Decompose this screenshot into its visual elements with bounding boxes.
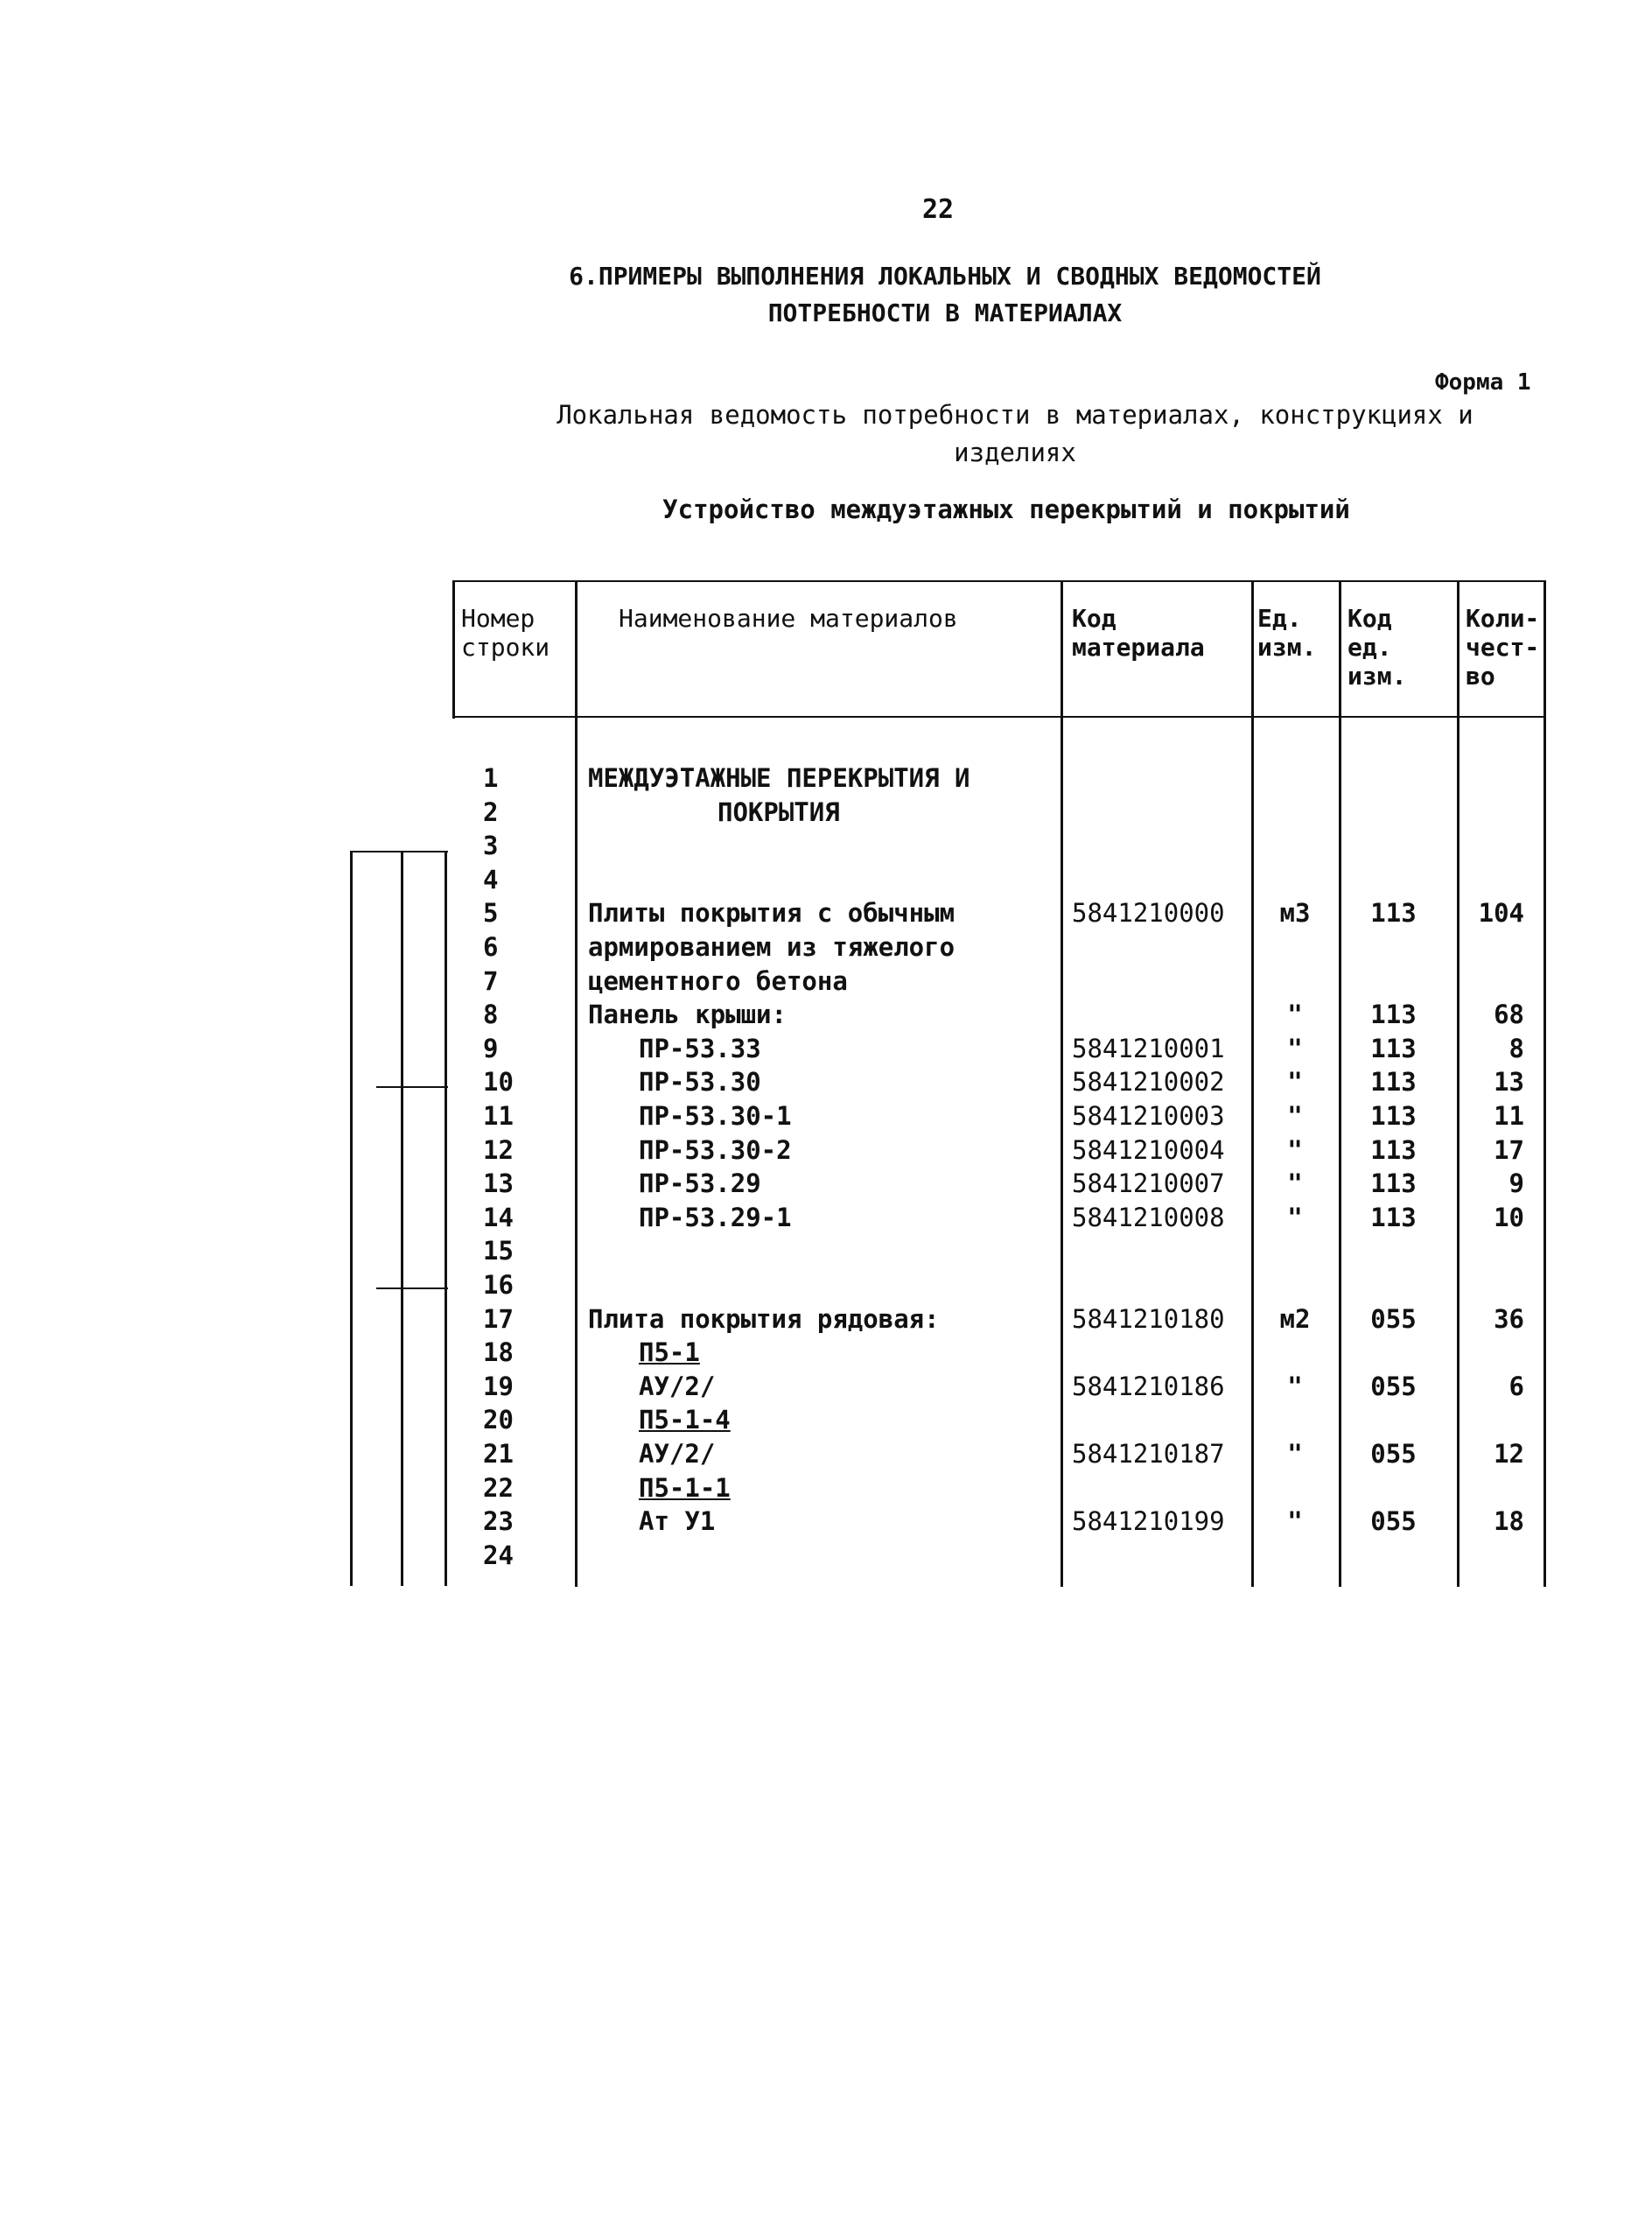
material-name: ПР-53.30-1 (639, 1101, 792, 1131)
unit-code: 055 (1370, 1304, 1417, 1334)
unit: " (1287, 1000, 1303, 1029)
row-number: 22 (483, 1473, 514, 1503)
material-name: П5-1-1 (639, 1473, 731, 1503)
material-code: 5841210002 (1072, 1067, 1225, 1097)
row-number: 1 (483, 763, 499, 793)
quantity: 6 (1508, 1372, 1524, 1401)
quantity: 18 (1494, 1506, 1524, 1536)
row-number: 7 (483, 966, 499, 996)
unit-code: 113 (1370, 898, 1417, 928)
quantity: 104 (1478, 898, 1524, 928)
margin-line-outer (350, 851, 353, 1586)
material-name: Панель крыши: (588, 1000, 787, 1029)
material-name: Плита покрытия рядовая: (588, 1304, 940, 1334)
row-number: 18 (483, 1337, 514, 1367)
margin-tick-2 (376, 1086, 448, 1088)
work-title: Устройство междуэтажных перекрытий и покрытий (662, 495, 1350, 524)
quantity: 12 (1494, 1439, 1524, 1469)
row-number: 13 (483, 1168, 514, 1198)
material-code: 5841210008 (1072, 1203, 1225, 1232)
material-name: армированием из тяжелого (588, 932, 956, 962)
col-line-right (1544, 580, 1546, 1587)
material-name: ПР-53.29-1 (639, 1203, 792, 1232)
material-name: ПР-53.33 (639, 1034, 761, 1063)
unit: " (1287, 1372, 1303, 1401)
material-code: 5841210004 (1072, 1135, 1225, 1165)
row-number: 21 (483, 1439, 514, 1469)
material-name: ПР-53.29 (639, 1168, 761, 1198)
material-code: 5841210180 (1072, 1304, 1225, 1334)
material-code: 5841210199 (1072, 1506, 1225, 1536)
statement-title (516, 396, 1514, 472)
quantity: 9 (1508, 1168, 1524, 1198)
material-name: ПОКРЫТИЯ (718, 797, 840, 827)
margin-line-middle (401, 851, 403, 1586)
unit: " (1287, 1135, 1303, 1165)
unit: " (1287, 1168, 1303, 1198)
material-name: ПР-53.30 (639, 1067, 761, 1097)
header-material-code: Код материала (1072, 604, 1205, 662)
quantity: 8 (1508, 1034, 1524, 1063)
row-number: 24 (483, 1540, 514, 1570)
material-name: АУ/2/ (639, 1372, 716, 1401)
unit-code: 113 (1370, 1000, 1417, 1029)
col-line-qty (1457, 580, 1460, 1587)
material-name: П5-1 (639, 1337, 700, 1367)
row-number: 10 (483, 1067, 514, 1097)
material-name: П5-1-4 (639, 1405, 731, 1435)
unit: м3 (1279, 898, 1311, 928)
unit: " (1287, 1067, 1303, 1097)
row-number: 15 (483, 1236, 514, 1266)
unit: " (1287, 1439, 1303, 1469)
header-row-number: Номер строки (461, 604, 550, 662)
material-code: 5841210001 (1072, 1034, 1225, 1063)
row-number: 8 (483, 1000, 499, 1029)
row-number: 12 (483, 1135, 514, 1165)
row-number: 11 (483, 1101, 514, 1131)
row-number: 16 (483, 1270, 514, 1300)
margin-tick-3 (376, 1287, 448, 1289)
col-line-unitcode (1339, 580, 1341, 1587)
row-number: 3 (483, 831, 499, 860)
row-number: 6 (483, 932, 499, 962)
material-name: Ат У1 (639, 1506, 716, 1536)
unit: м2 (1279, 1304, 1311, 1334)
statement-title-text: Локальная ведомость потребности в материалах, конструкциях и изделиях (556, 400, 1474, 467)
unit-code: 113 (1370, 1034, 1417, 1063)
material-code: 5841210186 (1072, 1372, 1225, 1401)
table-top-border (452, 580, 1546, 582)
row-number: 17 (483, 1304, 514, 1334)
header-material-name: Наименование материалов (619, 604, 958, 633)
unit: " (1287, 1101, 1303, 1131)
unit-code: 113 (1370, 1067, 1417, 1097)
section-title (490, 258, 1400, 332)
quantity: 17 (1494, 1135, 1524, 1165)
material-name: цементного бетона (588, 966, 848, 996)
unit-code: 055 (1370, 1506, 1417, 1536)
row-number: 2 (483, 797, 499, 827)
quantity: 11 (1494, 1101, 1524, 1131)
row-number: 20 (483, 1405, 514, 1435)
page-number: 22 (922, 194, 955, 225)
col-line-left (452, 580, 455, 719)
material-code: 5841210003 (1072, 1101, 1225, 1131)
unit-code: 113 (1370, 1101, 1417, 1131)
unit-code: 113 (1370, 1203, 1417, 1232)
unit-code: 113 (1370, 1135, 1417, 1165)
quantity: 10 (1494, 1203, 1524, 1232)
section-title-text: 6.ПРИМЕРЫ ВЫПОЛНЕНИЯ ЛОКАЛЬНЫХ И СВОДНЫХ ВЕДОМОСТЕЙ ПОТРЕБНОСТИ В МАТЕРИАЛАХ (569, 262, 1321, 327)
unit: " (1287, 1034, 1303, 1063)
row-number: 23 (483, 1506, 514, 1536)
unit-code: 113 (1370, 1168, 1417, 1198)
material-code: 5841210007 (1072, 1168, 1225, 1198)
material-name: ПР-53.30-2 (639, 1135, 792, 1165)
col-line-unit (1251, 580, 1254, 1587)
table-header-border (452, 716, 1546, 718)
material-name: Плиты покрытия с обычным (588, 898, 956, 928)
row-number: 19 (483, 1372, 514, 1401)
col-line-code (1060, 580, 1063, 1587)
quantity: 13 (1494, 1067, 1524, 1097)
quantity: 36 (1494, 1304, 1524, 1334)
material-name: МЕЖДУЭТАЖНЫЕ ПЕРЕКРЫТИЯ И (588, 763, 970, 793)
quantity: 68 (1494, 1000, 1524, 1029)
material-name: АУ/2/ (639, 1439, 716, 1469)
unit: " (1287, 1203, 1303, 1232)
row-number: 5 (483, 898, 499, 928)
col-line-name (575, 580, 578, 1587)
row-number: 4 (483, 865, 499, 895)
row-number: 14 (483, 1203, 514, 1232)
material-code: 5841210000 (1072, 898, 1225, 928)
header-unit: Ед. изм. (1257, 604, 1317, 662)
margin-line-inner (444, 851, 447, 1586)
row-number: 9 (483, 1034, 499, 1063)
form-label: Форма 1 (1435, 369, 1531, 396)
margin-tick-1 (350, 851, 448, 852)
header-unit-code: Код ед. изм. (1348, 604, 1407, 691)
unit: " (1287, 1506, 1303, 1536)
material-code: 5841210187 (1072, 1439, 1225, 1469)
header-quantity: Коли- чест- во (1466, 604, 1540, 691)
unit-code: 055 (1370, 1372, 1417, 1401)
unit-code: 055 (1370, 1439, 1417, 1469)
